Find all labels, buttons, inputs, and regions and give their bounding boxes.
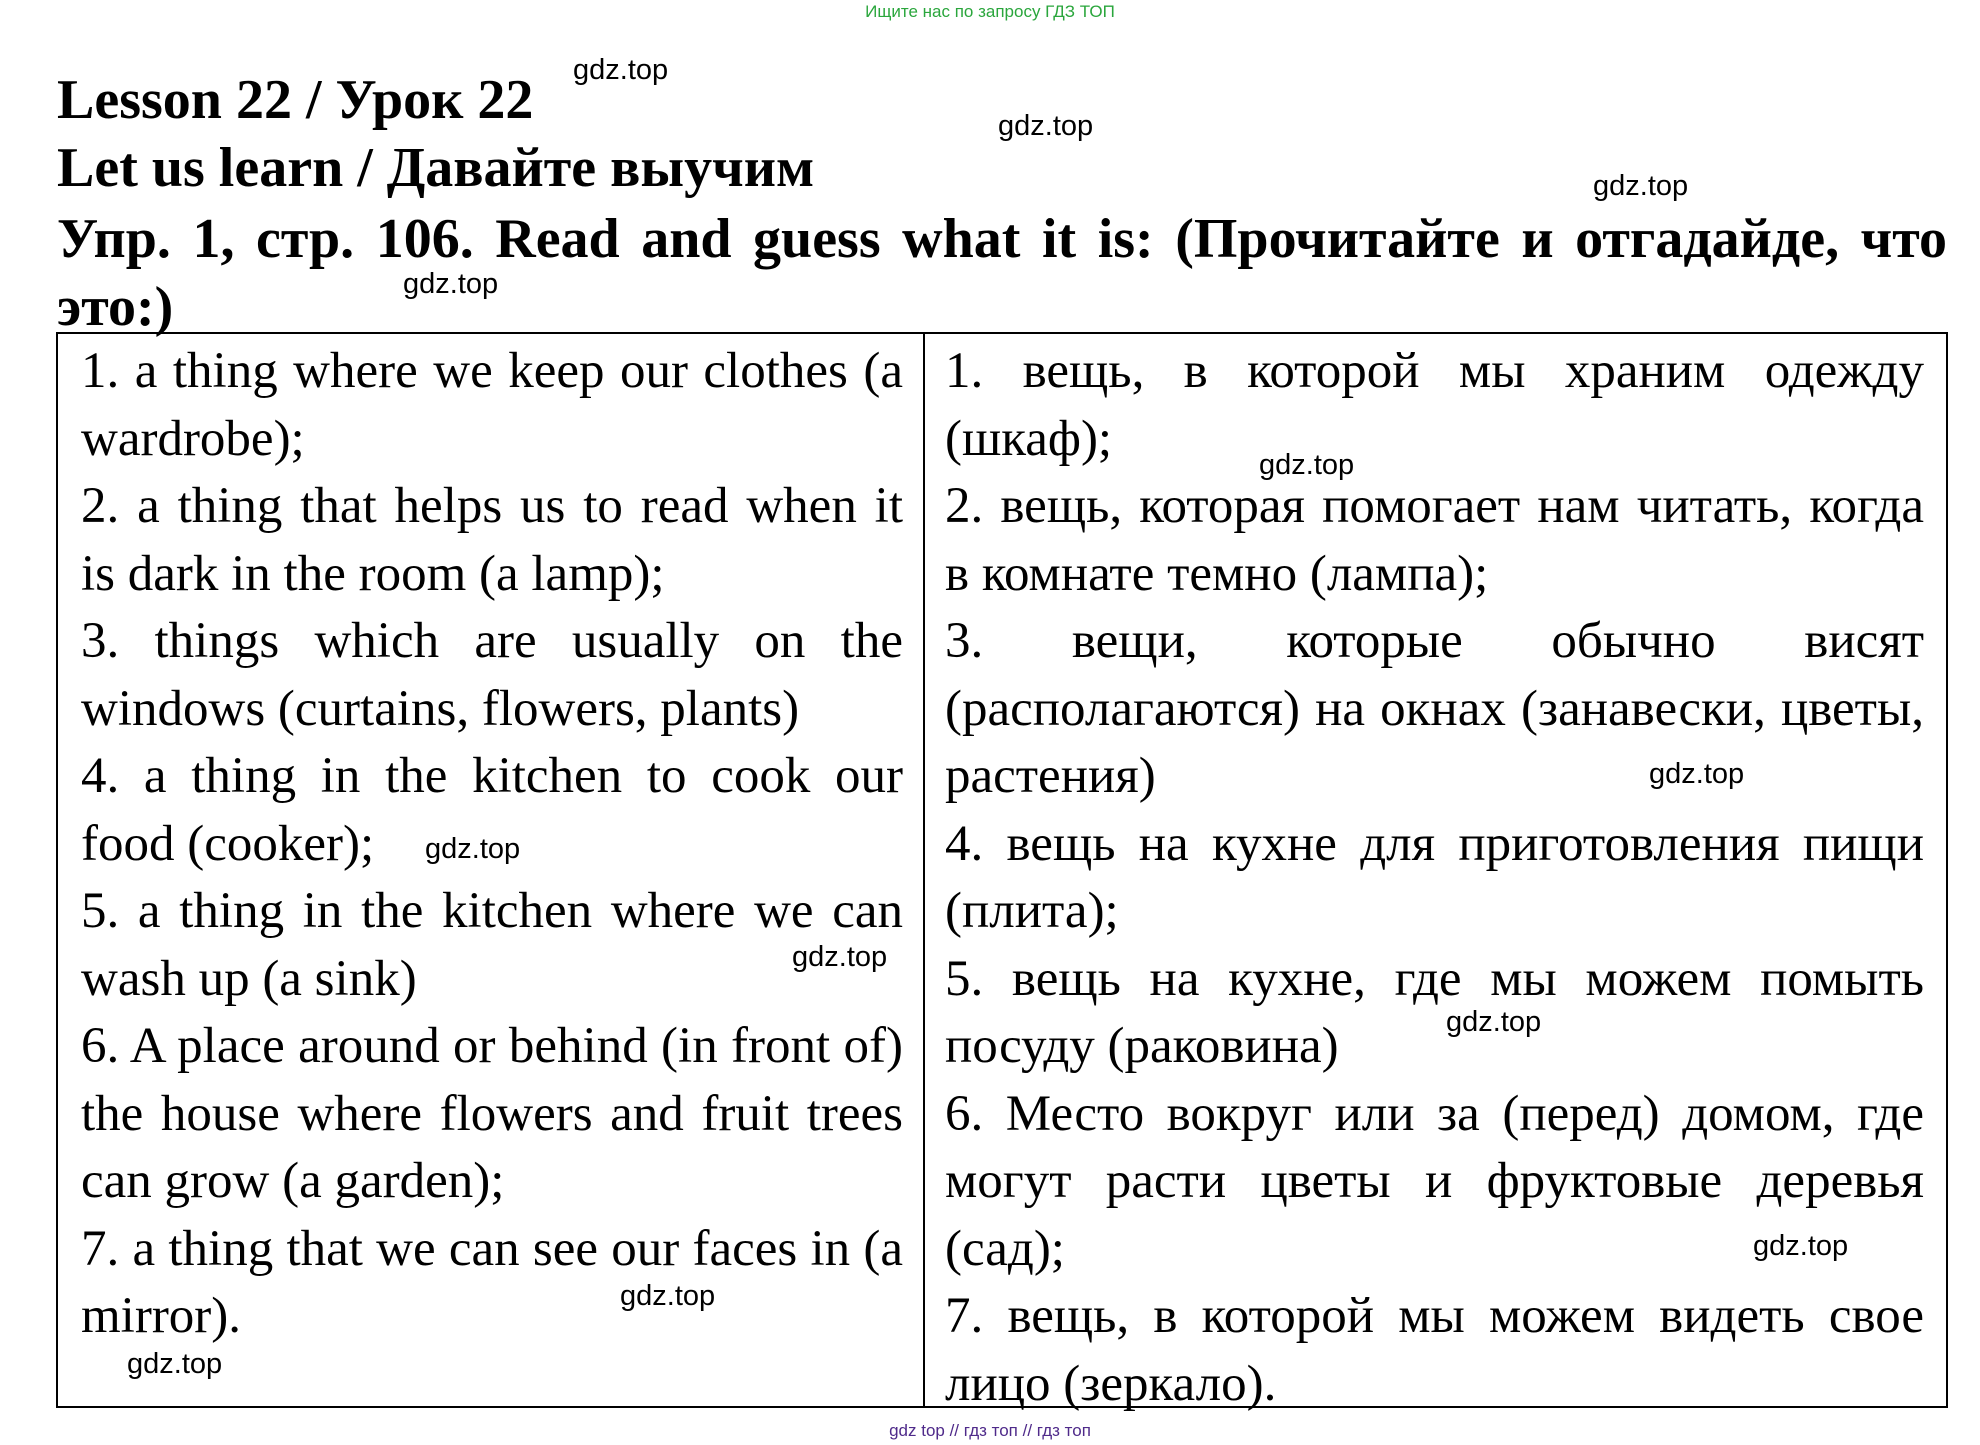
watermark: gdz.top	[1593, 170, 1689, 202]
english-item: 7. a thing that we can see our faces in (a mirror).	[81, 1220, 903, 1344]
russian-item: 1. вещь, в которой мы храним одежду (шкаф);	[945, 343, 1924, 467]
english-item: 4. a thing in the kitchen to cook our food (cooker);	[81, 748, 903, 872]
watermark: gdz.top	[792, 941, 888, 973]
russian-item: 4. вещь на кухне для приготовления пищи (плита);	[945, 815, 1924, 939]
russian-item: 5. вещь на кухне, где мы можем помыть посуду (раковина)	[945, 950, 1924, 1074]
watermark: gdz.top	[425, 833, 521, 865]
english-item: 6. A place around or behind (in front of) the house where flowers and fruit trees can grow (a garden);	[81, 1018, 903, 1209]
english-item: 1. a thing where we keep our clothes (a wardrobe);	[81, 343, 903, 467]
watermark: gdz.top	[127, 1348, 223, 1380]
watermark: gdz.top	[998, 110, 1094, 142]
watermark: gdz.top	[1259, 449, 1355, 481]
lesson-title: Lesson 22 / Урок 22	[57, 69, 534, 131]
exercise-title: Упр. 1, стр. 106. Read and guess what it is: (Прочитайте и отгадайде, что это:)	[57, 208, 1947, 338]
top-banner: Ищите нас по запросу ГДЗ ТОП	[865, 2, 1115, 21]
answer-table	[56, 332, 1948, 1412]
watermark: gdz.top	[1446, 1006, 1542, 1038]
english-item: 3. things which are usually on the windows (curtains, flowers, plants)	[81, 613, 903, 737]
russian-item: 6. Место вокруг или за (перед) домом, где могут расти цветы и фруктовые деревья (сад);	[945, 1085, 1924, 1277]
english-item: 2. a thing that helps us to read when it is dark in the room (a lamp);	[81, 478, 903, 602]
english-column	[58, 334, 925, 1406]
watermark: gdz.top	[620, 1280, 716, 1312]
watermark: gdz.top	[1649, 758, 1745, 790]
russian-item: 2. вещь, которая помогает нам читать, когда в комнате темно (лампа);	[945, 478, 1924, 602]
section-title: Let us learn / Давайте выучим	[57, 137, 815, 199]
bottom-banner: gdz top // гдз топ // гдз топ	[889, 1421, 1091, 1440]
watermark: gdz.top	[1753, 1230, 1849, 1262]
english-item: 5. a thing in the kitchen where we can wash up (a sink)	[81, 883, 903, 1007]
russian-item: 3. вещи, которые обычно висят (располагаются) на окнах (занавески, цветы, растения)	[945, 613, 1924, 804]
russian-item: 7. вещь, в которой мы можем видеть свое лицо (зеркало).	[945, 1288, 1924, 1412]
watermark: gdz.top	[403, 268, 499, 300]
watermark: gdz.top	[573, 54, 669, 86]
